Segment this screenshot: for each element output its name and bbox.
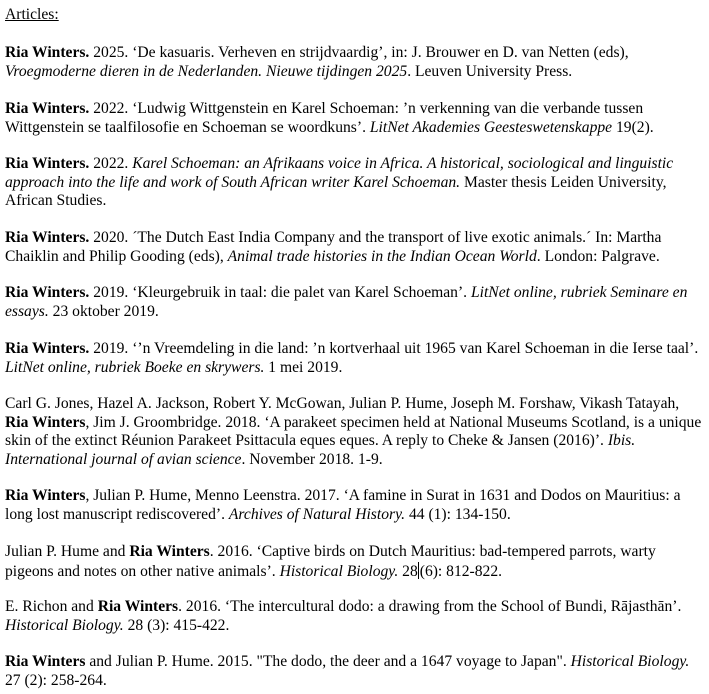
reference-entry xyxy=(5,44,706,81)
reference-entry xyxy=(5,653,706,690)
reference-text: 2022. ‘Ludwig Wittgenstein en Karel Schoeman: ’n verkenning van die verbande tussen Wittgenstein se taalfilosofie en Schoeman se woordkuns’. xyxy=(5,100,644,136)
coauthors-text: E. Richon and xyxy=(5,598,98,615)
reference-text: 27 (2): 258-264. xyxy=(5,671,107,689)
reference-text: 19(2). xyxy=(612,118,654,136)
reference-text: 2020. ´The Dutch East India Company and the transport of live exotic animals.´ In: Martha Chaiklin and Philip Gooding (eds), xyxy=(5,229,662,265)
publication-title: Karel Schoeman: an Afrikaans voice in Africa. A historical, sociological and linguistic approach into the life and work of South African writer Karel Schoeman. xyxy=(5,155,674,191)
reference-text: 44 (1): 134-150. xyxy=(405,505,511,523)
publication-title: LitNet online, rubriek Boeke en skrywers. xyxy=(5,358,265,376)
reference-entry xyxy=(5,395,706,469)
reference-entry xyxy=(5,487,706,524)
author-name: Ria Winters. xyxy=(5,155,90,172)
author-name: Ria Winters xyxy=(5,413,86,431)
reference-text: . London: Palgrave. xyxy=(536,247,660,265)
reference-text: . 2016. ‘The intercultural dodo: a drawing from the School of Bundi, Rājasthān’. xyxy=(178,598,682,615)
author-name: Ria Winters. xyxy=(5,44,90,61)
reference-text: (6): 812-822. xyxy=(419,562,503,580)
reference-text: . 2016. ‘Captive birds on Dutch Mauritius: bad-tempered parrots, warty pigeons and notes on other native animals’. xyxy=(5,543,656,580)
coauthors-text: Carl G. Jones, Hazel A. Jackson, Robert Y. McGowan, Julian P. Hume, Joseph M. Forshaw, Vikash Tatayah, xyxy=(5,395,680,412)
reference-text: , Julian P. Hume, Menno Leenstra. 2017. ‘A famine in Surat in 1631 and Dodos on Mauritius: a long lost manuscript rediscovered’. xyxy=(5,487,681,523)
section-heading: Articles: xyxy=(5,6,59,23)
author-name: Ria Winters xyxy=(129,543,210,560)
publication-title: Historical Biology. xyxy=(5,616,124,634)
reference-text: . November 2018. 1-9. xyxy=(241,450,383,468)
reference-text: , Jim J. Groombridge. 2018. ‘A parakeet specimen held at National Museums Scotland, is a unique skin of the extinct Réunion Parakeet Psittacula eques eques. A reply to Cheke & Jansen (2016)’. xyxy=(5,413,702,450)
reference-text: Master thesis Leiden University, African Studies. xyxy=(5,173,667,210)
reference-entry xyxy=(5,340,706,377)
reference-text: 23 oktober 2019. xyxy=(48,302,159,320)
author-name: Ria Winters xyxy=(5,653,86,670)
reference-text: 28 (3): 415-422. xyxy=(123,616,230,634)
reference-entry xyxy=(5,543,706,581)
publication-title: LitNet Akademies Geesteswetenskappe xyxy=(369,118,613,136)
reference-text: 2019. ‘Kleurgebruik in taal: die palet van Karel Schoeman’. xyxy=(89,284,471,301)
publication-title: Archives of Natural History. xyxy=(228,505,406,523)
reference-entry xyxy=(5,598,706,635)
publication-title: Historical Biology. xyxy=(279,562,399,580)
reference-text: 2022. xyxy=(89,155,133,172)
author-name: Ria Winters. xyxy=(5,284,90,301)
author-name: Ria Winters. xyxy=(5,229,90,246)
reference-text: 2019. ‘’n Vreemdeling in die land: ’n kortverhaal uit 1965 van Karel Schoeman in die Ierse taal’. xyxy=(89,340,699,357)
reference-text: . Leuven University Press. xyxy=(407,62,573,80)
reference-entry xyxy=(5,284,706,321)
reference-text: and Julian P. Hume. 2015. "The dodo, the deer and a 1647 voyage to Japan". xyxy=(85,653,571,670)
reference-text: 1 mei 2019. xyxy=(264,358,343,376)
reference-text: 28 xyxy=(398,562,418,580)
author-name: Ria Winters. xyxy=(5,340,90,357)
publication-title: Ibis. International journal of avian science xyxy=(5,432,636,468)
reference-entry xyxy=(5,155,706,211)
publication-title: Historical Biology. xyxy=(570,653,690,670)
author-name: Ria Winters xyxy=(97,598,179,615)
publication-title: LitNet online, rubriek Seminare en essays. xyxy=(5,284,688,320)
coauthors-text: Julian P. Hume and xyxy=(5,543,130,560)
publication-title: Animal trade histories in the Indian Ocean World xyxy=(227,247,537,265)
author-name: Ria Winters xyxy=(5,487,86,504)
publication-title: Vroegmoderne dieren in de Nederlanden. Nieuwe tijdingen 2025 xyxy=(5,62,408,80)
reference-entry xyxy=(5,100,706,137)
reference-text: 2025. ‘De kasuaris. Verheven en strijdvaardig’, in: J. Brouwer en D. van Netten (eds), xyxy=(89,44,629,61)
author-name: Ria Winters. xyxy=(5,100,90,117)
reference-entry xyxy=(5,229,706,266)
